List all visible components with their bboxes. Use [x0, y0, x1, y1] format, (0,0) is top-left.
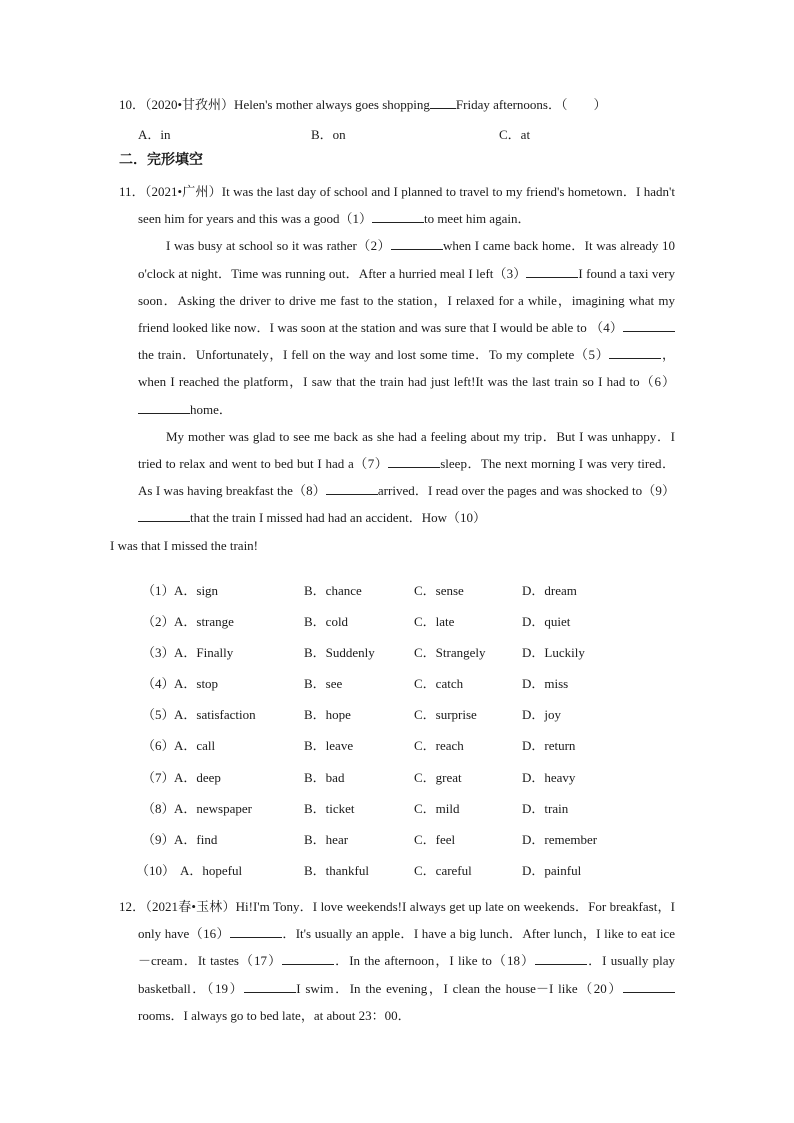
text: I found a taxi very soon．Asking the driver to drive me fast to the station，I relaxed for a while，imagining what my friend looked like now．I was soon at the station and was sure that I would be able to （4）: [138, 265, 675, 336]
question-12-passage: [119, 893, 675, 1029]
choice-d: D．remember: [522, 831, 598, 847]
choice-number: （3）: [142, 645, 175, 661]
text: My mother was glad to see me back as she had a feeling about my trip．But I was unhappy．I tried to relax and went to bed but I had a（7）: [138, 428, 675, 472]
text: 12．（2021春•玉林）Hi!I'm Tony．I love weekends!I always get up late on weekends．For breakfast，I only have（16）: [119, 899, 675, 942]
choice-row: [142, 735, 682, 766]
text: the train．Unfortunately，I fell on the way and lost some time．To my complete（5）: [138, 347, 610, 363]
choice-b: B．ticket: [304, 800, 355, 816]
section-title: 二．完形填空: [119, 152, 203, 168]
choice-a: A．newspaper: [174, 800, 252, 816]
choice-d: D．train: [522, 800, 569, 816]
choice-d: D．dream: [522, 583, 577, 598]
choice-d: D．quiet: [522, 614, 571, 630]
choice-c: C．late: [414, 614, 455, 630]
question-10-options: [138, 124, 698, 142]
choice-row: [142, 673, 682, 704]
text: I swim．In the evening，I clean the house－I like（20）: [296, 980, 623, 996]
option-a: A．in: [138, 127, 171, 142]
choice-a: A．satisfaction: [174, 707, 256, 723]
answer-blank: [430, 96, 456, 109]
choice-a: A．Finally: [174, 645, 234, 661]
choice-a: A．hopeful: [180, 862, 243, 878]
choice-b: B．thankful: [304, 862, 369, 878]
choice-a: A．find: [174, 831, 218, 847]
choice-d: D．heavy: [522, 769, 576, 785]
choice-b: B．chance: [304, 583, 362, 598]
text: arrived．I read over the pages and was shocked to（9）: [377, 483, 675, 499]
choice-b: B．see: [304, 676, 343, 692]
answer-blank: [391, 237, 443, 250]
choice-b: B．hope: [304, 707, 351, 723]
answer-blank: [138, 401, 190, 414]
answer-blank: [230, 925, 282, 938]
answer-blank: [623, 980, 675, 993]
answer-blank: [244, 980, 296, 993]
answer-blank: [282, 952, 334, 965]
choice-row: [142, 580, 682, 611]
choice-row: [142, 611, 682, 642]
choice-c: C．careful: [414, 862, 472, 878]
choice-number: （10）: [136, 862, 176, 878]
choice-c: C．surprise: [414, 707, 477, 723]
question-10-prefix: 10．（2020•甘孜州）Helen's mother always goes shopping: [119, 97, 430, 112]
paragraph-3: [110, 423, 675, 559]
choice-number: （6）: [142, 738, 175, 754]
question-11-passage: [110, 178, 675, 559]
choice-row: [142, 829, 682, 860]
paragraph-2: [119, 232, 675, 422]
choice-b: B．hear: [304, 831, 349, 847]
answer-blank: [526, 265, 578, 278]
choice-a: A．strange: [174, 614, 234, 630]
option-b: B．on: [311, 127, 346, 142]
text: that the train I missed had had an accident．How（10）: [190, 510, 487, 526]
choice-row: [142, 798, 682, 829]
text: when I came back home．It was already 10 o'clock at night．Time was running out．After a hurried meal I left（3）: [138, 238, 675, 281]
choice-c: C．Strangely: [414, 645, 486, 661]
choice-number: （7）: [142, 769, 175, 785]
choice-a: A．stop: [174, 676, 219, 692]
choice-c: C．sense: [414, 583, 464, 598]
text: ．It's usually an apple．I have a big lunch．After lunch，I like to eat ice－cream．It tastes（17）: [138, 926, 675, 969]
choice-number: （9）: [142, 831, 175, 847]
choice-number: （8）: [142, 800, 175, 816]
choice-number: （1）: [142, 583, 175, 598]
answer-blank: [326, 482, 378, 495]
choice-a: A．call: [174, 738, 216, 754]
choice-b: B．bad: [304, 769, 345, 785]
choice-d: D．miss: [522, 676, 569, 692]
text: home．: [190, 401, 232, 417]
choice-row: [142, 642, 682, 673]
answer-blank: [535, 952, 587, 965]
choice-b: B．leave: [304, 738, 354, 754]
choice-c: C．mild: [414, 800, 460, 816]
text: ，when I reached the platform，I saw that the train had just left!It was the last train so I had to（6）: [138, 347, 675, 390]
choice-number: （2）: [142, 614, 175, 630]
paragraph-1: [119, 178, 675, 232]
text: ．I usually play basketball．（19）: [138, 953, 675, 996]
text: 11．（2021•广州）It was the last day of school and I planned to travel to my friend's hometown．I hadn't seen him for years and this was a good（1）: [119, 184, 675, 227]
answer-blank: [138, 509, 190, 522]
choice-d: D．joy: [522, 707, 562, 723]
text: sleep．The next morning I was very tired．As I was having breakfast the（8）: [138, 456, 675, 499]
choice-c: C．great: [414, 769, 462, 785]
choice-row: [142, 704, 682, 735]
text: ．In the afternoon，I like to（18）: [334, 953, 536, 969]
choice-number: （4）: [142, 676, 175, 692]
choice-b: B．cold: [304, 614, 349, 630]
choice-d: D．painful: [522, 862, 582, 878]
choice-row: [136, 860, 682, 891]
choice-c: C．reach: [414, 738, 464, 754]
text: I was busy at school so it was rather（2）: [166, 238, 391, 254]
answer-blank: [609, 346, 661, 359]
choice-a: A．sign: [174, 583, 219, 598]
question-10: [119, 96, 679, 114]
answer-blank: [623, 319, 675, 332]
choice-b: B．Suddenly: [304, 645, 375, 661]
choice-number: （5）: [142, 707, 175, 723]
choice-a: A．deep: [174, 769, 221, 785]
choice-c: C．feel: [414, 831, 456, 847]
option-c: C．at: [499, 127, 531, 142]
question-11-choices: [136, 580, 682, 891]
choice-row: [142, 767, 682, 798]
text: rooms．I always go to bed late，at about 23：00．: [138, 1007, 411, 1023]
answer-blank: [388, 455, 440, 468]
answer-blank: [372, 210, 424, 223]
question-10-suffix: Friday afternoons．（ ）: [455, 97, 607, 112]
text: I was that I missed the train!: [110, 537, 259, 553]
choice-d: D．Luckily: [522, 645, 585, 661]
choice-d: D．return: [522, 738, 576, 754]
text: to meet him again．: [423, 211, 531, 227]
choice-c: C．catch: [414, 676, 464, 692]
